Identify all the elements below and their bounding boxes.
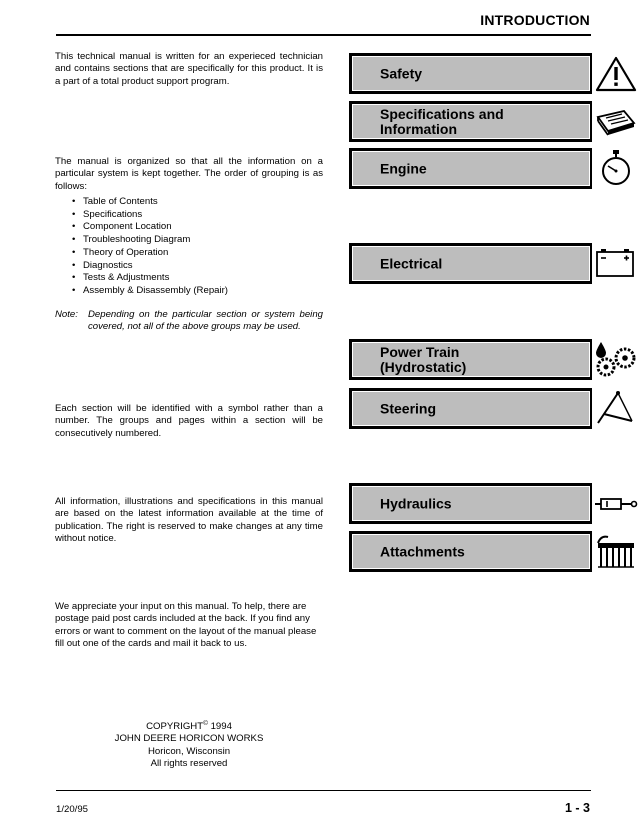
list-item: • Assembly & Disassembly (Repair) (72, 285, 228, 298)
list-item: • Tests & Adjustments (72, 272, 228, 285)
section-tab-label: Engine (380, 160, 427, 176)
section-tab-engine[interactable] (349, 148, 640, 189)
section-tab-attachments[interactable] (349, 531, 640, 572)
attachment-rake-icon (592, 531, 640, 572)
footer-date: 1/20/95 (56, 804, 89, 815)
page-number: 1 - 3 (564, 801, 590, 815)
section-tab-power-train[interactable] (349, 339, 640, 380)
list-item: • Table of Contents (72, 196, 228, 209)
section-tab-label: Attachments (380, 543, 465, 559)
page-title: INTRODUCTION (480, 12, 590, 28)
section-tab-label: Electrical (380, 255, 443, 271)
feedback-paragraph: We appreciate your input on this manual. To help, there are postage paid post cards included at the back. If you find any errors or want to comment on the layout of the manual please fill out one of the cards and mail it back to us. (55, 601, 317, 649)
intro-paragraph: This technical manual is written for an experieced technician and contains sections that are specifically for this product. It is a part of a total product support program. (55, 51, 323, 87)
list-item: • Diagnostics (72, 260, 228, 273)
organization-paragraph: The manual is organized so that all the information on a particular system is kept together. The order of grouping is as follows: (55, 156, 323, 192)
information-paragraph: All information, illustrations and specifications in this manual are based on the latest information available at the time of publication. The right is reserved to make changes at any time without notice. (55, 496, 323, 544)
list-item: • Component Location (72, 221, 228, 234)
manual-book-icon (592, 101, 640, 142)
gears-drop-icon (592, 339, 640, 380)
section-tab-label: Steering (380, 400, 437, 416)
list-item: • Specifications (72, 209, 228, 222)
battery-icon (592, 243, 640, 284)
list-item: • Theory of Operation (72, 247, 228, 260)
section-tab-electrical[interactable] (349, 243, 640, 284)
hydraulic-cylinder-icon (592, 483, 640, 524)
note (55, 309, 323, 334)
note-text: Depending on the particular section or system being covered, not all of the above groups may be used. (88, 309, 323, 333)
warning-triangle-icon (592, 53, 640, 94)
section-tab-label: Power Train (Hydrostatic) (380, 343, 467, 375)
note-label: Note: (55, 309, 78, 320)
header-rule (56, 34, 591, 36)
copyright-location: Horicon, Wisconsin (147, 745, 231, 757)
copyright-year: 1994 (210, 721, 232, 733)
stopwatch-icon (592, 148, 640, 189)
section-tab-specifications[interactable] (349, 101, 640, 142)
group-list (72, 196, 228, 298)
list-item: • Troubleshooting Diagram (72, 234, 228, 247)
copyright-rights: All rights reserved (150, 758, 228, 770)
copyright-block (55, 718, 323, 770)
section-tab-label: Safety (380, 65, 423, 81)
section-tab-label: Specifications and Information (380, 105, 504, 137)
copyright-symbol: © (203, 720, 208, 727)
section-tab-safety[interactable] (349, 53, 640, 94)
section-tab-label: Hydraulics (380, 495, 452, 511)
steering-arm-icon (592, 388, 640, 429)
footer-rule (56, 790, 591, 791)
section-tab-hydraulics[interactable] (349, 483, 640, 524)
copyright-label: COPYRIGHT (146, 721, 204, 733)
copyright-company: JOHN DEERE HORICON WORKS (114, 733, 264, 745)
symbols-paragraph: Each section will be identified with a symbol rather than a number. The groups and pages within a section will be consecutively numbered. (55, 403, 323, 439)
section-tab-steering[interactable] (349, 388, 640, 429)
